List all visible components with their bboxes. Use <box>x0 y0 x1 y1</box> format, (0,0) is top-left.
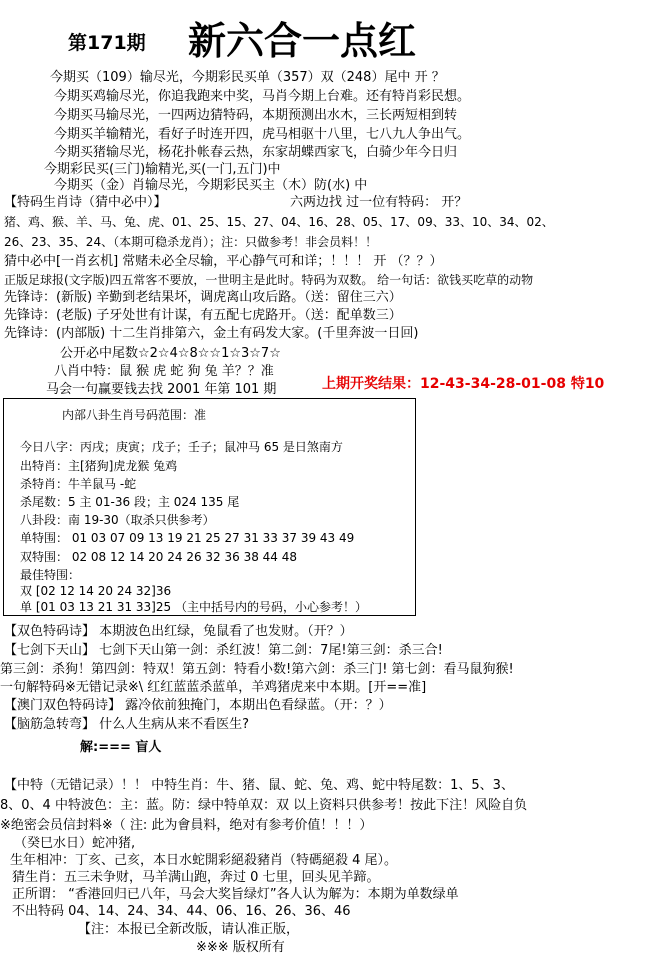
box-line: 最佳特围： <box>20 568 81 582</box>
color-poem: 【双色特码诗】 本期波色出红绿，兔鼠看了也发财。（开？） <box>4 624 353 639</box>
poem-old: 先锋诗：(老版) 子牙处世有计谋，有五配七虎路开。（送：配单数三） <box>4 308 402 323</box>
box-line: 八卦段：南 19-30（取杀只供参考） <box>20 513 215 527</box>
bagua-box <box>3 398 416 616</box>
issue-number: 第171期 <box>68 32 146 54</box>
box-line: 双特围： 02 08 12 14 20 24 26 32 36 38 44 48 <box>20 550 298 564</box>
riddle: 【脑筋急转弯】 什么人生病从来不看医生? <box>4 717 250 732</box>
special-record-2: 8、0、4 中特波色：主：蓝。防：绿中特单双：双 以上资料只供参考！按此下注！风险自负 <box>0 798 528 813</box>
poem-new: 先锋诗：(新版) 辛勤到老结果坏，调虎离山攻后路。（送：留住三六） <box>4 290 402 305</box>
excluded-numbers: 不出特码 04、14、24、34、44、06、16、26、36、46 <box>12 904 351 919</box>
macau-color-poem: 【澳门双色特码诗】 露冷依前独掩门，本期出色看绿蓝。（开：？） <box>4 698 392 713</box>
intro-line: 今期买猪输尽光，杨花扑帐春云热，东家胡蝶西家飞，白骑少年今日归 <box>54 145 458 160</box>
intro-line: 今期买鸡输尽光，你追我跑来中奖，马肖今期上台难。还有特肖彩民想。 <box>54 89 471 104</box>
seven-swords: 【七剑下天山】 七剑下天山第一剑：杀红波！第二剑：7尾!第三剑：杀三合! <box>4 643 443 658</box>
poem-internal: 先锋诗：(内部版) 十二生肖排第六，金土有码发大家。(千里奔波一日回) <box>4 326 419 341</box>
page-title: 新六合一点红 <box>188 18 417 63</box>
saying: 正所谓： “香港回归已八年，马会大奖旨绿灯”各人认为解为：本期为单数绿单 <box>12 887 459 902</box>
riddle-answer: 解:=== 盲人 <box>80 740 162 755</box>
day-note: （癸巳水日）蛇冲猪, <box>14 836 136 851</box>
intro-line: 今期买（109）输尽光，今期彩民买单（357）双（248）尾中 开 ？ <box>50 70 445 85</box>
tail-numbers: 公开必中尾数☆2☆4☆8☆☆1☆3☆7☆ <box>60 346 281 361</box>
football-line: 正版足球报(文字版)四五常客不要放，一世明主是此时。特码为双数。 给一句话：欲钱买吃草的动物 <box>4 273 534 287</box>
tx-numbers-2: 26、23、35、24、（本期可稳杀龙肖）；注：只做参考！非会员料！！ <box>4 235 378 249</box>
tx-numbers-1: 猪、鸡、猴、羊、马、兔、虎、01、25、15、27、04、16、28、05、17、09、33、10、34、02、 <box>4 215 554 229</box>
intro-line: 今期买羊输精光，看好子时连开四，虎马相驱十八里，七八九人争出气。 <box>54 127 471 142</box>
tx-header: 【特码生肖诗（猜中必中）】 <box>4 195 167 210</box>
box-line: 杀特肖：牛羊鼠马 -蛇 <box>20 477 137 491</box>
intro-line: 今期彩民买(三门)输精光,买(一门,五门)中 <box>44 162 281 177</box>
eight-zodiac: 八肖中特：鼠 猴 虎 蛇 狗 兔 羊？？准 <box>54 364 274 379</box>
box-line: 单 [01 03 13 21 31 33]25 （主中括号内的号码，小心参考！） <box>20 600 367 614</box>
one-sentence: 一句解特码※无错记录※\ 红红蓝蓝杀蓝单，羊鸡猪虎来中本期。[开==准] <box>0 680 427 695</box>
macau-line: 马会一句赢要钱去找 2001 年第 101 期 <box>46 382 277 397</box>
intro-line: 今期买马输尽光，一四两边猜特码，本期预测出水木，三长两短相到转 <box>54 108 458 123</box>
box-line: 双 [02 12 14 20 24 32]36 <box>20 584 172 598</box>
conflict-note: 生年相冲：丁亥、己亥，本日水蛇開彩絕殺豬肖（特碼絕殺 4 尾）。 <box>10 853 398 868</box>
box-title: 内部八卦生肖号码范围：准 <box>62 408 207 422</box>
tx-poem: 六两边找 过一位有特码： 开？ <box>290 195 468 210</box>
guess-zodiac: 猜生肖：五三未争财，马羊满山跑，奔过 0 七里，回头见羊蹄。 <box>12 870 380 885</box>
intro-line: 今期买（金）肖输尽光，今期彩民买主（木）防(水) 中 <box>54 178 368 193</box>
footer-note: 【注：本报已全新改版，请认准正版， <box>78 922 300 937</box>
special-record: 【中特（无错记录）！！ 中特生肖：牛、猪、鼠、蛇、兔、鸡、蛇中特尾数：1、5、3、 <box>4 778 514 793</box>
member-note: ※绝密会员信封料※（ 注: 此为會員料，绝对有参考价值！！！） <box>0 818 373 833</box>
yixiao-line: 猜中必中[一肖玄机] 常赌未必全尽输，平心静气可和详；！！！ 开 （？？） <box>4 254 443 269</box>
box-line: 出特肖：主[猪狗]虎龙猴 兔鸡 <box>20 459 178 473</box>
seven-swords-2: 第三剑：杀狗！第四剑：特双！第五剑：特看小数!第六剑：杀三门! 第七剑：看马鼠狗猴! <box>0 662 514 677</box>
box-line: 杀尾数：5 主 01-36 段；主 024 135 尾 <box>20 495 240 509</box>
box-line: 单特围： 01 03 07 09 13 19 21 25 27 31 33 37 39 43 49 <box>20 531 355 545</box>
box-line: 今日八字：丙戌；庚寅；戊子；壬子；鼠冲马 65 是日煞南方 <box>20 440 343 454</box>
copyright: ※※※ 版权所有 <box>196 940 285 955</box>
last-result: 上期开奖结果：12-43-34-28-01-08 特10 <box>322 376 605 392</box>
